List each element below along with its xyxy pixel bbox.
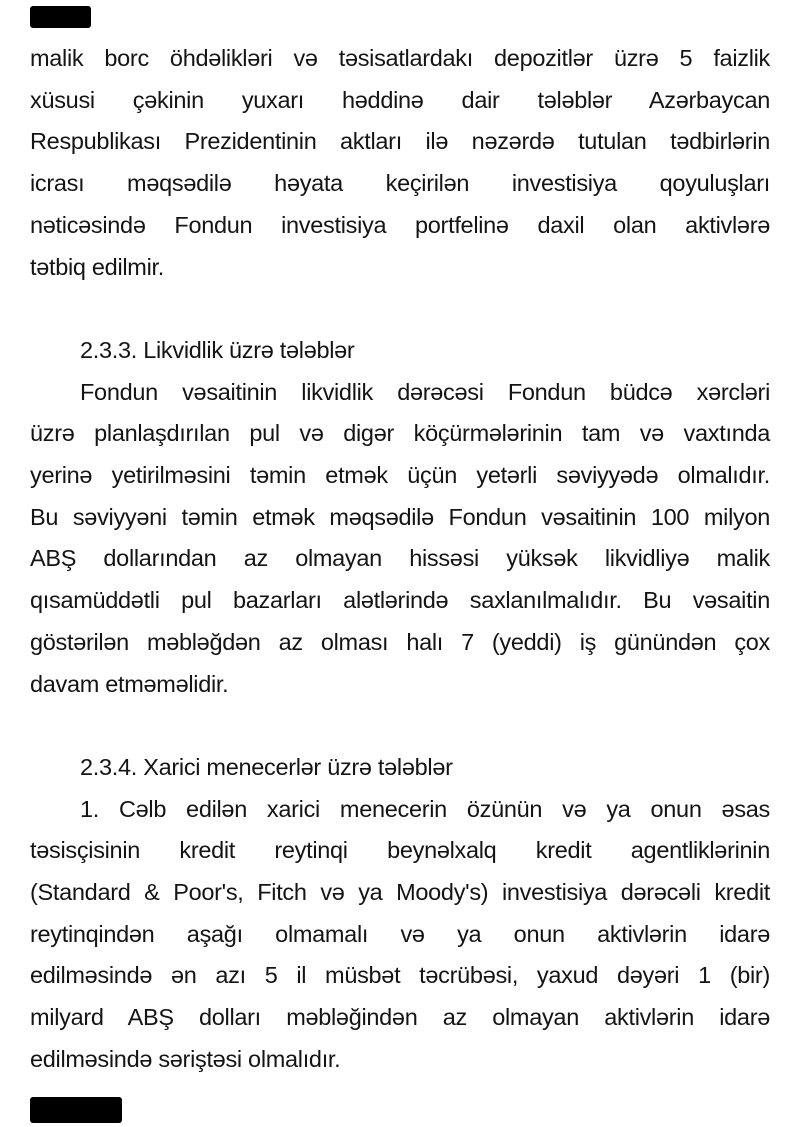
text-line: 1. Cəlb edilən xarici menecerin özünün və ya onun əsas — [80, 795, 770, 822]
redaction-bar-top — [30, 6, 91, 28]
section-heading: 2.3.3. Likvidlik üzrə tələblər — [80, 336, 355, 363]
paragraph — [30, 789, 770, 1081]
text-line: göstərilən məbləğdən az olması halı 7 (yeddi) iş günündən çox — [30, 628, 770, 655]
paragraph — [30, 372, 770, 706]
text-line: milyard ABŞ dolları məbləğindən az olmayan aktivlərin idarə — [30, 1004, 770, 1031]
text-line: Respublikası Prezidentinin aktları ilə nəzərdə tutulan tədbirlərin — [30, 128, 770, 155]
text-line: qısamüddətli pul bazarları alətlərində saxlanılmalıdır. Bu vəsaitin — [30, 587, 770, 614]
text-line: ABŞ dollarından az olmayan hissəsi yüksək likvidliyə malik — [30, 545, 770, 572]
text-line: Bu səviyyəni təmin etmək məqsədilə Fondun vəsaitinin 100 milyon — [30, 503, 770, 530]
text-line: yerinə yetirilməsini təmin etmək üçün yetərli səviyyədə olmalıdır. — [30, 462, 770, 489]
redaction-bar-bottom — [30, 1097, 122, 1123]
text-line: (Standard & Poor's, Fitch və ya Moody's) investisiya dərəcəli kredit — [30, 879, 770, 906]
text-line: davam etməməlidir. — [30, 670, 229, 697]
text-line: edilməsində ən azı 5 il müsbət təcrübəsi, yaxud dəyəri 1 (bir) — [30, 962, 770, 989]
text-line: Fondun vəsaitinin likvidlik dərəcəsi Fondun büdcə xərcləri — [80, 378, 770, 405]
text-line: edilməsində səriştəsi olmalıdır. — [30, 1045, 341, 1072]
text-line: reytinqindən aşağı olmamalı və ya onun aktivlərin idarə — [30, 920, 770, 947]
text-line: təsisçisinin kredit reytinqi beynəlxalq kredit agentliklərinin — [30, 837, 770, 864]
text-line: tətbiq edilmir. — [30, 253, 164, 280]
text-line: icrası məqsədilə həyata keçirilən investisiya qoyuluşları — [30, 170, 770, 197]
paragraph — [30, 38, 770, 288]
text-line: malik borc öhdəlikləri və təsisatlardakı depozitlər üzrə 5 faizlik — [30, 45, 770, 71]
section-heading: 2.3.4. Xarici menecerlər üzrə tələblər — [80, 753, 453, 780]
text-line: üzrə planlaşdırılan pul və digər köçürmələrinin tam və vaxtında — [30, 420, 770, 447]
text-line: xüsusi çəkinin yuxarı həddinə dair tələblər Azərbaycan — [30, 86, 770, 113]
text-line: nəticəsində Fondun investisiya portfelinə daxil olan aktivlərə — [30, 211, 770, 238]
document-text — [30, 38, 770, 1081]
